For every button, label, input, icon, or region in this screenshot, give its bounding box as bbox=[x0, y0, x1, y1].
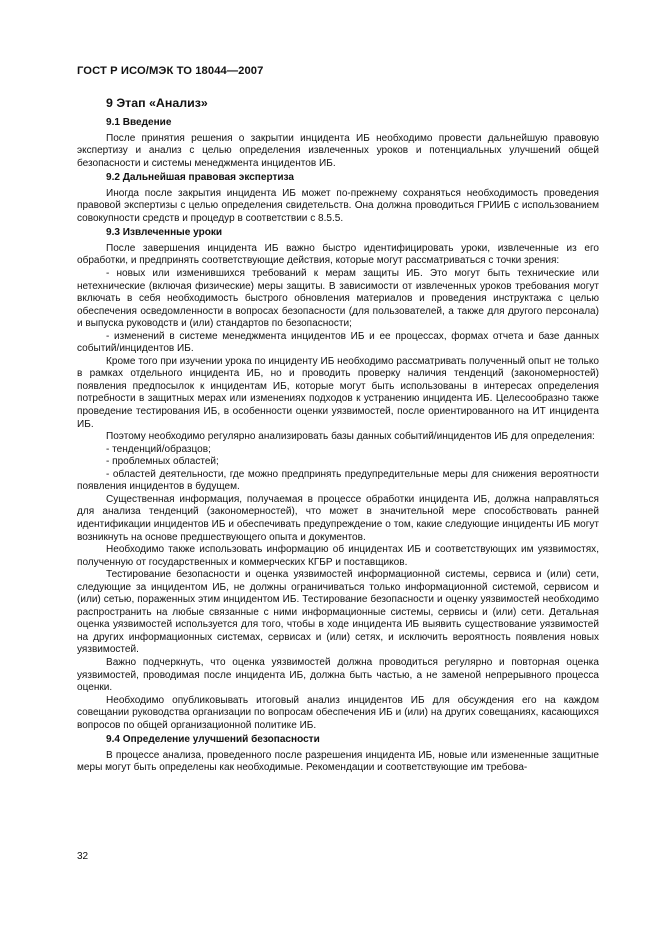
list-item: - областей деятельности, где можно предпринять предупредительные меры для снижения вероятности появления инцидентов в будущем. bbox=[77, 468, 599, 493]
page-number: 32 bbox=[77, 851, 89, 862]
paragraph: В процессе анализа, проведенного после разрешения инцидента ИБ, новые или измененные защитные меры могут быть определены как необходимые. Рекомендации и соответствующие им требова- bbox=[77, 749, 599, 774]
paragraph: Поэтому необходимо регулярно анализировать базы данных событий/инцидентов ИБ для определения: bbox=[106, 431, 595, 443]
subsection-title-9-1: 9.1 Введение bbox=[106, 117, 172, 128]
page-content bbox=[77, 96, 599, 775]
paragraph: Кроме того при изучении урока по инциденту ИБ необходимо рассматривать полученный опыт не только в рамках отдельного инцидента ИБ, но и проводить проверку наличия тенденций (закономерностей) появления предпосылок к инцидентам ИБ, которые могут быть использованы в интересах определения потребности в защитных мерах или изменениях подходов к устранению инцидента ИБ. Целесообразно также проведение тестирования ИБ, в особенности оценки уязвимостей, после ориентированного на ИТ инцидента ИБ. bbox=[77, 355, 599, 430]
paragraph: Тестирование безопасности и оценка уязвимостей информационной системы, сервиса и (или) сети, следующие за инцидентом ИБ, не должны ограничиваться только информационной системой, сервисом и (или) сетью, пораженных этим инцидентом ИБ. Тестирование безопасности и оценку уязвимостей необходимо распространить на любые связанные с ними информационные системы, сервисы и (или) сети. Детальная оценка уязвимостей используется для того, чтобы в ходе инцидента ИБ выявить существование уязвимостей на других информационных системах, сервисах и (или) сетях, и исключить вероятность появления новых уязвимостей. bbox=[77, 569, 599, 656]
paragraph: Иногда после закрытия инцидента ИБ может по-прежнему сохраняться необходимость проведения правовой экспертизы с целью определения свидетельств. Она должна проводиться ГРИИБ с использованием совокупности средств и процедур в соответствии с 8.5.5. bbox=[77, 187, 599, 224]
section-title: 9 Этап «Анализ» bbox=[106, 96, 208, 110]
subsection-title-9-2: 9.2 Дальнейшая правовая экспертиза bbox=[106, 172, 295, 184]
paragraph: Необходимо опубликовывать итоговый анализ инцидентов ИБ для обсуждения его на каждом совещании руководства организации по вопросам обеспечения ИБ и (или) на других совещаниях, касающихся вопросов по общей организационной политике ИБ. bbox=[77, 694, 599, 731]
standard-header: ГОСТ Р ИСО/МЭК ТО 18044—2007 bbox=[77, 65, 264, 77]
paragraph: После завершения инцидента ИБ важно быстро идентифицировать уроки, извлеченные из его обработки, и предпринять соответствующие действия, которые могут рассматриваться с точки зрения: bbox=[77, 242, 599, 267]
subsection-title-9-3: 9.3 Извлеченные уроки bbox=[106, 227, 223, 239]
list-item: - проблемных областей; bbox=[106, 456, 219, 468]
list-item: - тенденций/образцов; bbox=[106, 443, 211, 455]
paragraph: Необходимо также использовать информацию об инцидентах ИБ и соответствующих им уязвимостях, полученную от государственных и коммерческих КГБР и поставщиков. bbox=[77, 544, 599, 568]
paragraph: Существенная информация, получаемая в процессе обработки инцидента ИБ, должна направляться для анализа тенденций (закономерностей), что может в значительной мере способствовать ранней идентификации инцидентов ИБ и обеспечивать предупреждение о том, какие следующие инциденты ИБ могут возникнуть на основе предшествующего опыта и документов. bbox=[77, 493, 599, 543]
subsection-title-9-4: 9.4 Определение улучшений безопасности bbox=[106, 734, 320, 746]
list-item: - изменений в системе менеджмента инцидентов ИБ и ее процессах, формах отчета и базе данных событий/инцидентов ИБ. bbox=[77, 330, 599, 355]
paragraph: После принятия решения о закрытии инцидента ИБ необходимо провести дальнейшую правовую экспертизу и анализ с целью определения извлеченных уроков и потенциальных улучшений общей безопасности и системы менеджмента инцидентов ИБ. bbox=[77, 132, 599, 169]
paragraph: Важно подчеркнуть, что оценка уязвимостей должна проводиться регулярно и повторная оценка уязвимостей, проводимая после инцидента ИБ, должна быть частью, а не заменой непрерывного процесса оценки. bbox=[77, 656, 599, 694]
list-item: - новых или изменившихся требований к мерам защиты ИБ. Это могут быть технические или нетехнические (включая физические) меры защиты. В зависимости от извлеченных уроков требования могут включать в себя необходимость быстрого обновления материалов и проведения инструктажа с целью обеспечения осведомленности в вопросах безопасности (для пользователей, а также для другого персонала) и выпуска руководств и (или) стандартов по безопасности; bbox=[77, 268, 599, 330]
